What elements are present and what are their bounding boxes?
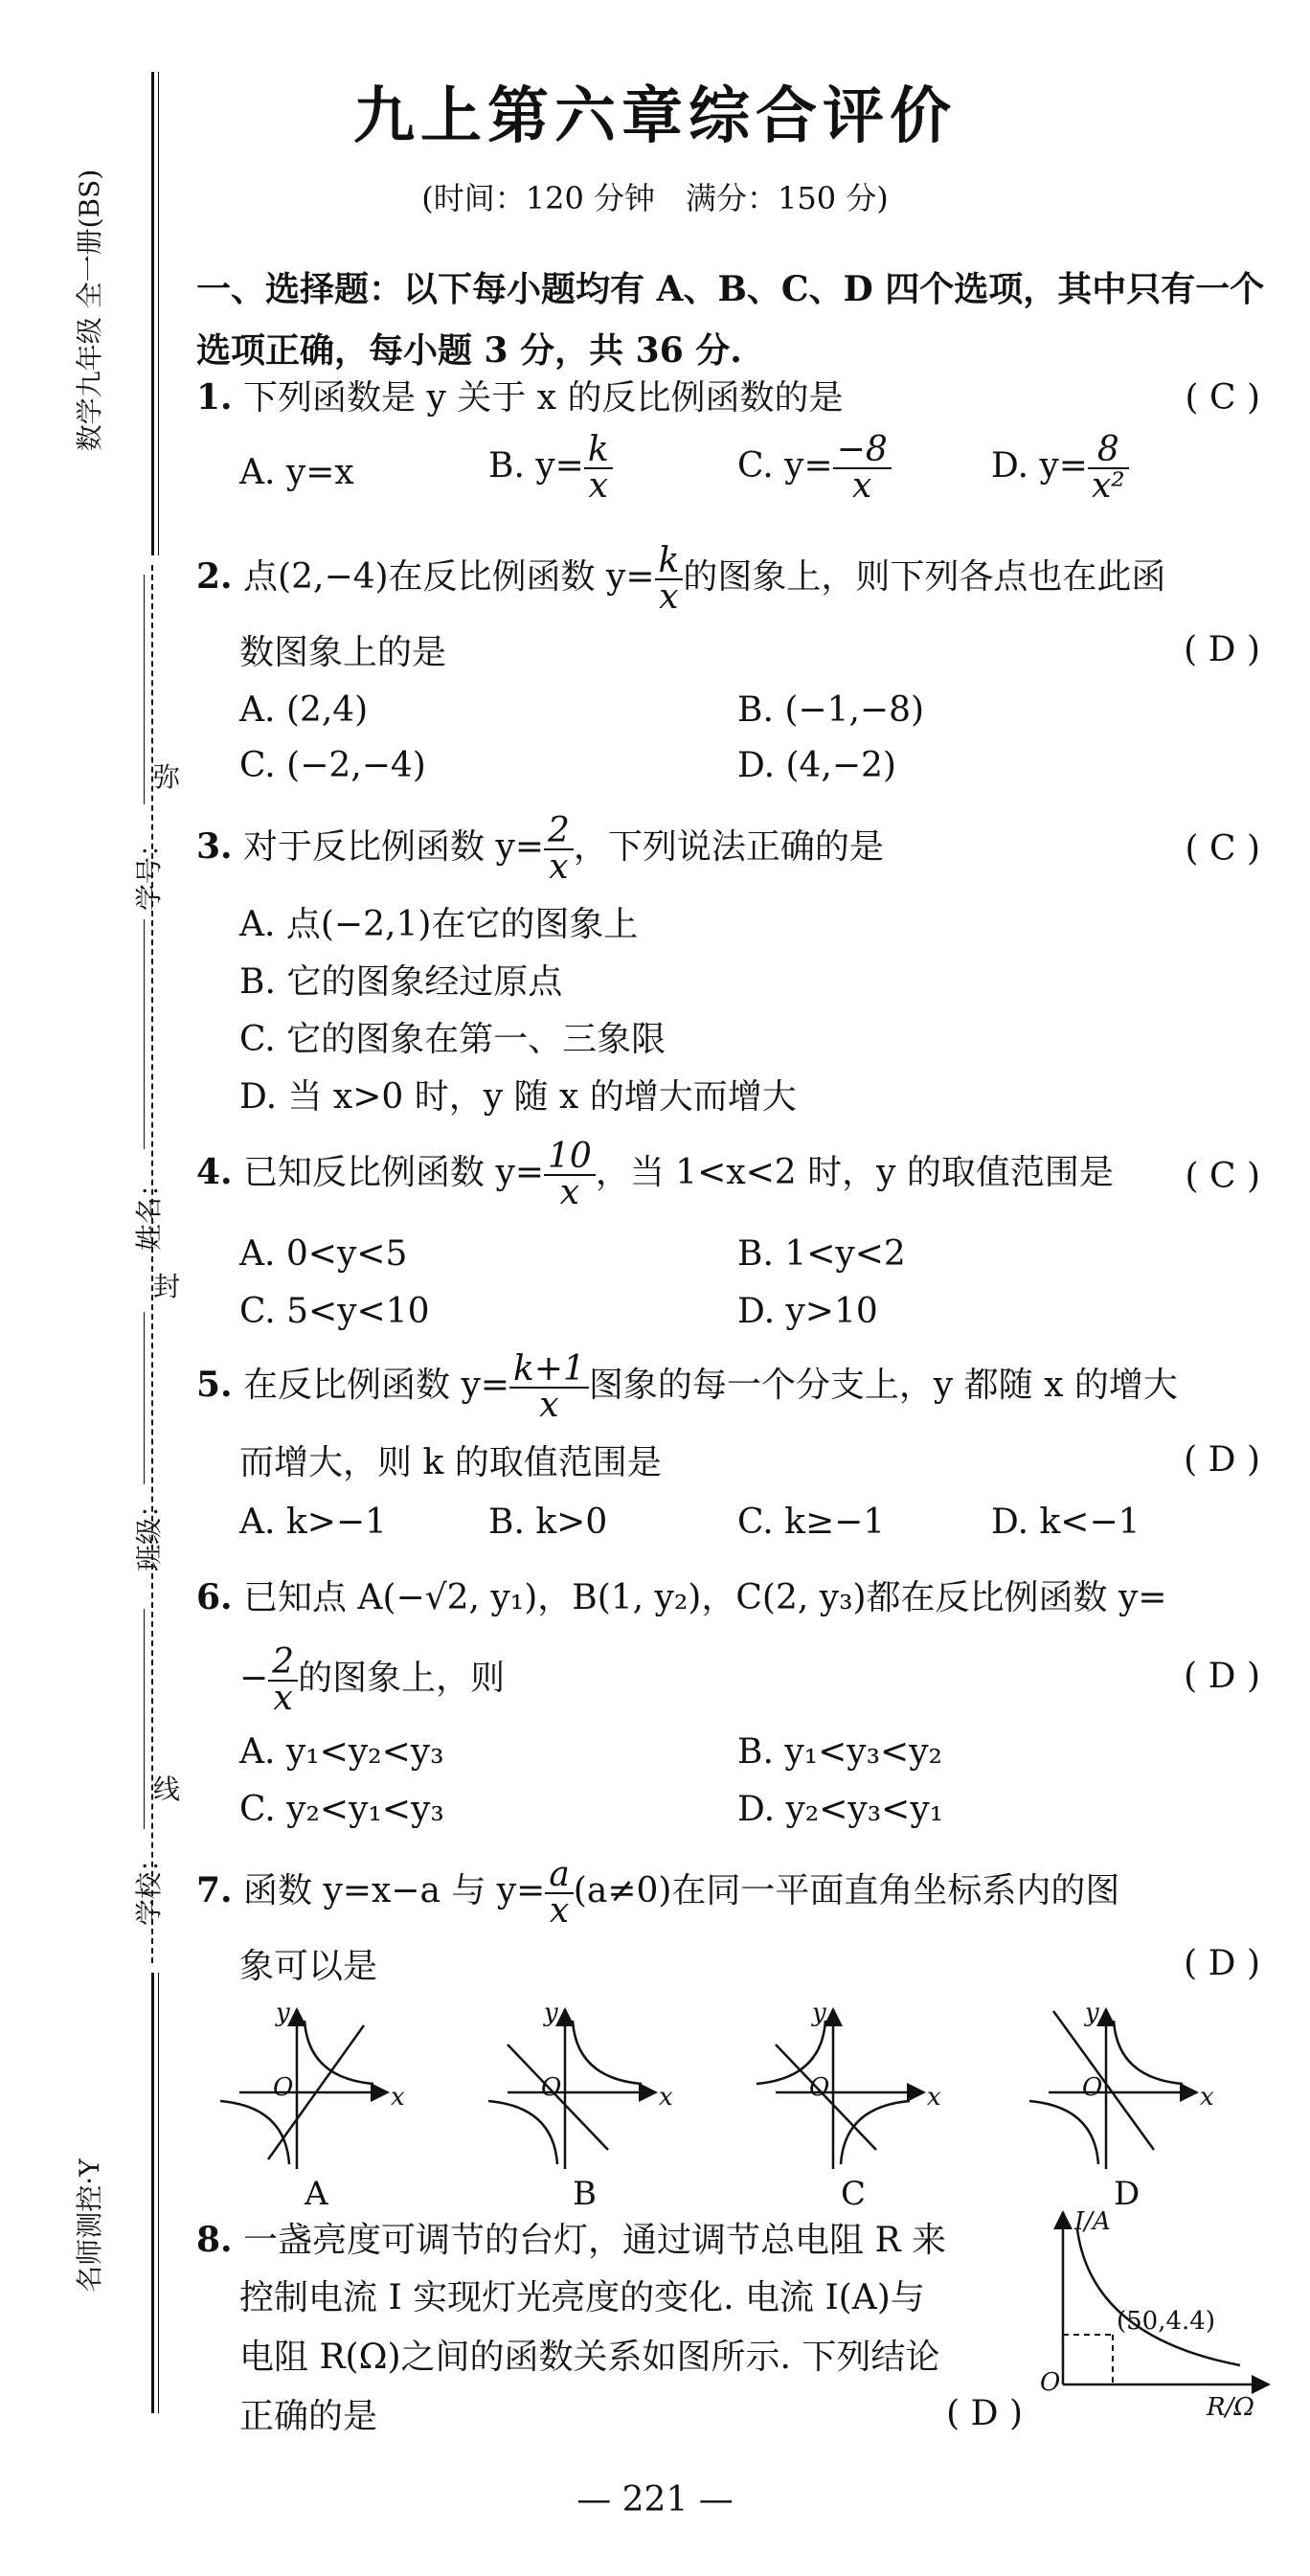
numerator: −8 bbox=[833, 433, 892, 469]
fraction bbox=[1088, 430, 1129, 506]
numerator: 2 bbox=[544, 814, 574, 850]
numerator: k+1 bbox=[509, 1352, 589, 1389]
question-8-line2: 控制电流 I 实现灯光亮度的变化. 电流 I(A)与 bbox=[239, 2278, 925, 2317]
graph-label-a: A bbox=[305, 2175, 328, 2212]
question-8-line3: 电阻 R(Ω)之间的函数关系如图所示. 下列结论 bbox=[239, 2338, 940, 2377]
seal-xian: 线 bbox=[153, 1774, 181, 1805]
option-2b: B. (−1,−8) bbox=[737, 690, 925, 730]
question-text: 已知反比例函数 y= bbox=[243, 1153, 544, 1192]
question-text: 已知点 A(−√2, y₁)，B(1, y₂)，C(2, y₃)都在反比例函数 y= bbox=[243, 1578, 1167, 1617]
axis-x-label: x bbox=[1200, 2083, 1214, 2112]
question-text: 对于反比例函数 y= bbox=[243, 827, 544, 867]
question-text: 函数 y=x−a 与 y= bbox=[243, 1871, 546, 1910]
question-8 bbox=[196, 2210, 1020, 2271]
axis-x-label: x bbox=[391, 2083, 405, 2112]
option-1a: A. y=x bbox=[239, 453, 354, 492]
denominator: x² bbox=[1091, 466, 1125, 506]
denominator: x bbox=[588, 466, 608, 506]
graph-c bbox=[757, 1999, 941, 2169]
question-6 bbox=[196, 1569, 1259, 1627]
origin-label: O bbox=[1040, 2368, 1061, 2397]
graph-label-d: D bbox=[1114, 2175, 1141, 2212]
question-text: 的图象上，则下列各点也在此函 bbox=[683, 557, 1166, 597]
answer-4: ( C ) bbox=[1185, 1157, 1260, 1196]
option-3d: D. 当 x>0 时，y 随 x 的增大而增大 bbox=[239, 1077, 797, 1117]
ylabel: I/A bbox=[1074, 2207, 1111, 2236]
xlabel: R/Ω bbox=[1207, 2393, 1254, 2422]
numerator: a bbox=[545, 1858, 573, 1894]
option-2c: C. (−2,−4) bbox=[239, 746, 426, 785]
question-7 bbox=[196, 1855, 1259, 1931]
option-label: C. y= bbox=[737, 446, 833, 486]
q8-graph bbox=[1025, 2203, 1283, 2423]
origin-label: O bbox=[809, 2073, 830, 2102]
question-text: 点(2,−4)在反比例函数 y= bbox=[243, 557, 655, 597]
denominator: x bbox=[539, 1386, 559, 1425]
fraction bbox=[544, 811, 574, 887]
page-title: 九上第六章综合评价 bbox=[353, 80, 957, 152]
denominator: x bbox=[559, 1173, 580, 1212]
question-5 bbox=[196, 1349, 1259, 1425]
option-4d: D. y>10 bbox=[737, 1292, 878, 1331]
origin-label: O bbox=[273, 2073, 294, 2102]
question-text: ，当 1<x<2 时，y 的取值范围是 bbox=[595, 1153, 1114, 1192]
question-4 bbox=[196, 1137, 1259, 1212]
option-3b: B. 它的图象经过原点 bbox=[239, 962, 563, 1002]
option-4c: C. 5<y<10 bbox=[239, 1292, 430, 1331]
question-7-line2: 象可以是 bbox=[239, 1947, 378, 1986]
option-1c bbox=[737, 430, 892, 506]
option-6a: A. y₁<y₂<y₃ bbox=[239, 1732, 444, 1772]
numerator: 8 bbox=[1088, 433, 1129, 469]
option-5b: B. k>0 bbox=[488, 1503, 608, 1542]
option-4a: A. 0<y<5 bbox=[239, 1234, 408, 1274]
graph-label-b: B bbox=[573, 2175, 597, 2212]
denominator: x bbox=[549, 1891, 570, 1931]
answer-3: ( C ) bbox=[1185, 829, 1260, 869]
denominator: x bbox=[273, 1679, 293, 1718]
point-label: (50,4.4) bbox=[1117, 2307, 1215, 2336]
question-number: 1. bbox=[196, 377, 233, 418]
question-text: 下列函数是 y 关于 x 的反比例函数的是 bbox=[243, 378, 844, 418]
question-text: ，下列说法正确的是 bbox=[573, 827, 884, 867]
denominator: x bbox=[852, 466, 872, 506]
question-3 bbox=[196, 811, 1259, 887]
option-1d bbox=[991, 430, 1129, 506]
exam-info: (时间：120 分钟 满分：150 分) bbox=[421, 180, 889, 216]
fraction bbox=[833, 430, 892, 506]
option-label: B. y= bbox=[488, 446, 584, 486]
fraction bbox=[268, 1642, 298, 1718]
axis-y-label: y bbox=[812, 1999, 826, 2027]
answer-2: ( D ) bbox=[1184, 630, 1260, 669]
question-8-line4: 正确的是 bbox=[239, 2397, 378, 2436]
option-5d: D. k<−1 bbox=[991, 1503, 1141, 1542]
question-text: − bbox=[239, 1659, 269, 1698]
graph-b bbox=[488, 1999, 673, 2169]
graph-label-c: C bbox=[841, 2175, 867, 2212]
axis-y-label: y bbox=[1085, 1999, 1099, 2027]
margin-double-line-bottom-inner bbox=[158, 1973, 159, 2413]
number-blank-line bbox=[144, 575, 145, 804]
option-4b: B. 1<y<2 bbox=[737, 1234, 906, 1274]
axis-x-label: x bbox=[659, 2083, 673, 2112]
page-number: — 221 — bbox=[576, 2480, 734, 2520]
numerator: k bbox=[584, 433, 613, 469]
question-2 bbox=[196, 541, 1259, 617]
answer-1: ( C ) bbox=[1185, 378, 1260, 418]
answer-6: ( D ) bbox=[1184, 1657, 1260, 1696]
question-number: 5. bbox=[196, 1365, 233, 1405]
question-5-line2: 而增大，则 k 的取值范围是 bbox=[239, 1443, 662, 1482]
option-1b bbox=[488, 430, 613, 506]
question-2-line2: 数图象上的是 bbox=[239, 633, 447, 672]
numerator: 2 bbox=[268, 1645, 298, 1682]
question-text: 一盏亮度可调节的台灯，通过调节总电阻 R 来 bbox=[243, 2221, 947, 2260]
question-text: (a≠0)在同一平面直角坐标系内的图 bbox=[573, 1871, 1120, 1910]
axis-x-label: x bbox=[927, 2083, 941, 2112]
school-blank-line bbox=[144, 1609, 145, 1829]
option-label: D. y= bbox=[991, 446, 1088, 486]
option-5a: A. k>−1 bbox=[239, 1503, 387, 1542]
option-6d: D. y₂<y₃<y₁ bbox=[737, 1790, 944, 1829]
fraction bbox=[509, 1349, 589, 1425]
class-blank-line bbox=[144, 1312, 145, 1484]
brand-label: 名师测控·Y bbox=[74, 2158, 105, 2293]
class-label: 班级： bbox=[133, 1491, 165, 1572]
fraction bbox=[544, 1137, 596, 1212]
axis-y-label: y bbox=[276, 1999, 290, 2027]
question-number: 8. bbox=[196, 2220, 233, 2260]
book-info: 数学九年级 全一册(BS) bbox=[74, 169, 105, 452]
school-label: 学校： bbox=[133, 1845, 165, 1927]
answer-8: ( D ) bbox=[946, 2394, 1023, 2433]
answer-5: ( D ) bbox=[1184, 1440, 1260, 1480]
question-1 bbox=[196, 369, 1259, 427]
question-6-line2 bbox=[239, 1642, 1302, 1718]
option-2a: A. (2,4) bbox=[239, 690, 369, 730]
numerator: k bbox=[655, 544, 684, 580]
option-3c: C. 它的图象在第一、三象限 bbox=[239, 1020, 666, 1059]
question-text: 图象的每一个分支上，y 都随 x 的增大 bbox=[588, 1366, 1178, 1405]
number-label: 学号： bbox=[133, 830, 165, 912]
fraction bbox=[545, 1855, 573, 1931]
q7-graphs bbox=[211, 1992, 1283, 2212]
option-3a: A. 点(−2,1)在它的图象上 bbox=[239, 905, 639, 944]
name-label: 姓名： bbox=[133, 1170, 165, 1252]
seal-mi: 弥 bbox=[153, 761, 181, 793]
question-number: 6. bbox=[196, 1577, 233, 1617]
question-number: 3. bbox=[196, 826, 233, 867]
origin-label: O bbox=[541, 2073, 562, 2102]
question-number: 2. bbox=[196, 556, 233, 597]
seal-feng: 封 bbox=[153, 1271, 181, 1302]
graph-d bbox=[1029, 1999, 1214, 2169]
question-text: 的图象上，则 bbox=[298, 1659, 506, 1698]
option-2d: D. (4,−2) bbox=[737, 746, 896, 785]
fraction bbox=[584, 430, 613, 506]
denominator: x bbox=[659, 577, 679, 617]
question-text: 在反比例函数 y= bbox=[243, 1366, 509, 1405]
denominator: x bbox=[549, 847, 569, 887]
origin-label: O bbox=[1082, 2073, 1103, 2102]
question-number: 4. bbox=[196, 1152, 233, 1192]
option-5c: C. k≥−1 bbox=[737, 1503, 886, 1542]
margin-double-line-bottom bbox=[151, 1973, 154, 2413]
axis-y-label: y bbox=[544, 1999, 558, 2027]
option-6b: B. y₁<y₃<y₂ bbox=[737, 1732, 942, 1772]
graph-a bbox=[220, 1999, 405, 2169]
section-heading: 一、选择题：以下每小题均有 A、B、C、D 四个选项，其中只有一个选项正确，每小题 3 分，共 36 分. bbox=[196, 269, 1265, 371]
question-number: 7. bbox=[196, 1870, 233, 1910]
answer-7: ( D ) bbox=[1184, 1944, 1260, 1983]
name-blank-line bbox=[144, 919, 145, 1149]
numerator: 10 bbox=[544, 1140, 596, 1176]
option-6c: C. y₂<y₁<y₃ bbox=[239, 1790, 444, 1829]
fraction bbox=[655, 541, 684, 617]
